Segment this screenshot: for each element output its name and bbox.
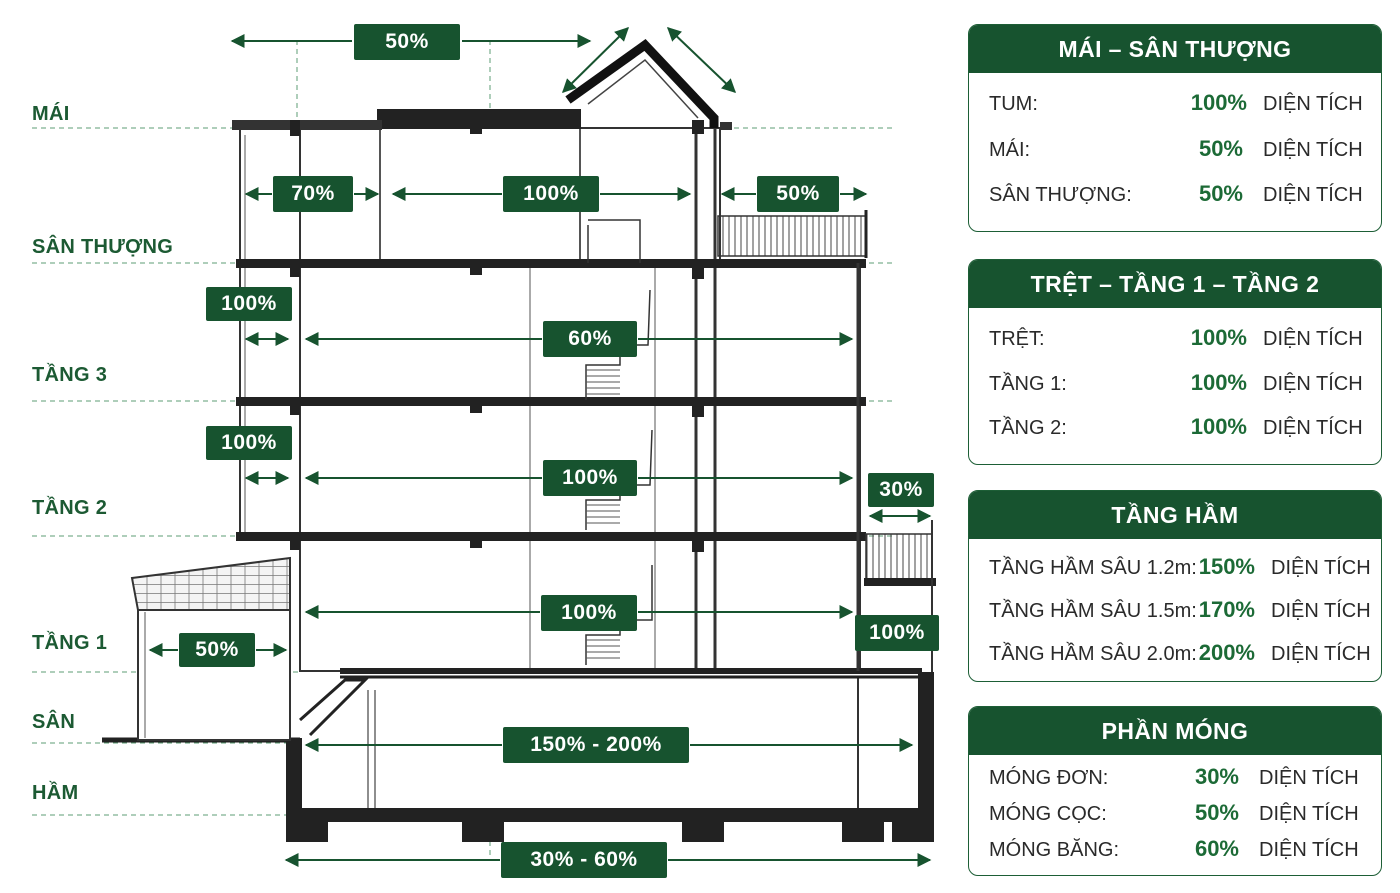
list-item [969,324,1381,354]
list-item [969,763,1381,793]
row-unit: DIỆN TÍCH [1263,139,1363,161]
row-value: 150% [1198,554,1255,579]
row-unit: DIỆN TÍCH [1259,839,1359,861]
row-value: 50% [1194,800,1239,825]
row-value: 60% [1194,836,1239,861]
list-item [969,135,1381,165]
panel-roof-title: MÁI – SÂN THƯỢNG [969,25,1381,73]
row-unit: DIỆN TÍCH [1263,184,1363,206]
row-value: 100% [1190,370,1247,395]
panel-basement [968,490,1382,682]
row-label: MÓNG BĂNG: [989,839,1120,861]
row-label: SÂN THƯỢNG: [989,184,1132,206]
badge-roof-left: 70% [273,176,353,212]
row-label: MÓNG ĐƠN: [989,767,1109,789]
row-value: 50% [1198,136,1243,161]
panel-basement-title: TẦNG HẦM [969,491,1381,539]
badge-roof-middle: 100% [503,176,599,212]
row-label: TRỆT: [989,328,1045,350]
list-item [969,596,1381,626]
badge-roof-right: 50% [757,176,839,212]
row-unit: DIỆN TÍCH [1263,417,1363,439]
badge-floor2: 100% [543,460,637,496]
list-item [969,369,1381,399]
list-item [969,835,1381,865]
panel-floors [968,259,1382,465]
row-value: 100% [1190,90,1247,115]
row-unit: DIỆN TÍCH [1263,328,1363,350]
row-label: TẦNG HẦM SÂU 2.0m: [989,643,1197,665]
badge-basement: 150% - 200% [503,727,689,763]
level-label-yard: SÂN [32,711,76,733]
panel-roof [968,24,1382,232]
list-item [969,89,1381,119]
level-label-rooftop-terrace: SÂN THƯỢNG [32,236,174,258]
row-label: TẦNG 2: [989,417,1067,439]
list-item [969,413,1381,443]
row-unit: DIỆN TÍCH [1271,557,1371,579]
row-unit: DIỆN TÍCH [1259,803,1359,825]
list-item [969,799,1381,829]
level-label-floor1: TẦNG 1 [32,632,108,654]
row-value: 100% [1190,414,1247,439]
badge-floor3: 60% [543,321,637,357]
list-item [969,553,1381,583]
row-unit: DIỆN TÍCH [1259,767,1359,789]
panel-foundation [968,706,1382,876]
row-label: TẦNG 1: [989,373,1067,395]
badge-roof-top: 50% [354,24,460,60]
row-label: TẦNG HẦM SÂU 1.5m: [989,600,1197,622]
panel-floors-title: TRỆT – TẦNG 1 – TẦNG 2 [969,260,1381,308]
row-label: MÓNG CỌC: [989,803,1107,825]
row-value: 200% [1198,640,1255,665]
level-label-floor2: TẦNG 2 [32,497,108,519]
row-unit: DIỆN TÍCH [1271,643,1371,665]
badge-balcony-floor3: 100% [206,287,292,321]
row-label: TẦNG HẦM SÂU 1.2m: [989,557,1197,579]
list-item [969,639,1381,669]
level-label-floor3: TẦNG 3 [32,364,108,386]
row-unit: DIỆN TÍCH [1263,373,1363,395]
level-label-basement: HẦM [32,782,79,804]
row-label: MÁI: [989,139,1031,161]
list-item [969,180,1381,210]
row-value: 50% [1198,181,1243,206]
badge-floor1: 100% [541,595,637,631]
row-label: TUM: [989,93,1038,115]
row-value: 170% [1198,597,1255,622]
row-unit: DIỆN TÍCH [1263,93,1363,115]
level-label-roof: MÁI [32,103,70,125]
badge-balcony-floor2: 100% [206,426,292,460]
row-value: 100% [1190,325,1247,350]
badge-rear-floor2: 30% [868,473,934,507]
row-value: 30% [1194,764,1239,789]
badge-rear-floor1: 100% [855,615,939,651]
panel-foundation-title: PHẦN MÓNG [969,707,1381,755]
badge-yard: 50% [179,633,255,667]
badge-foundation: 30% - 60% [501,842,667,878]
row-unit: DIỆN TÍCH [1271,600,1371,622]
